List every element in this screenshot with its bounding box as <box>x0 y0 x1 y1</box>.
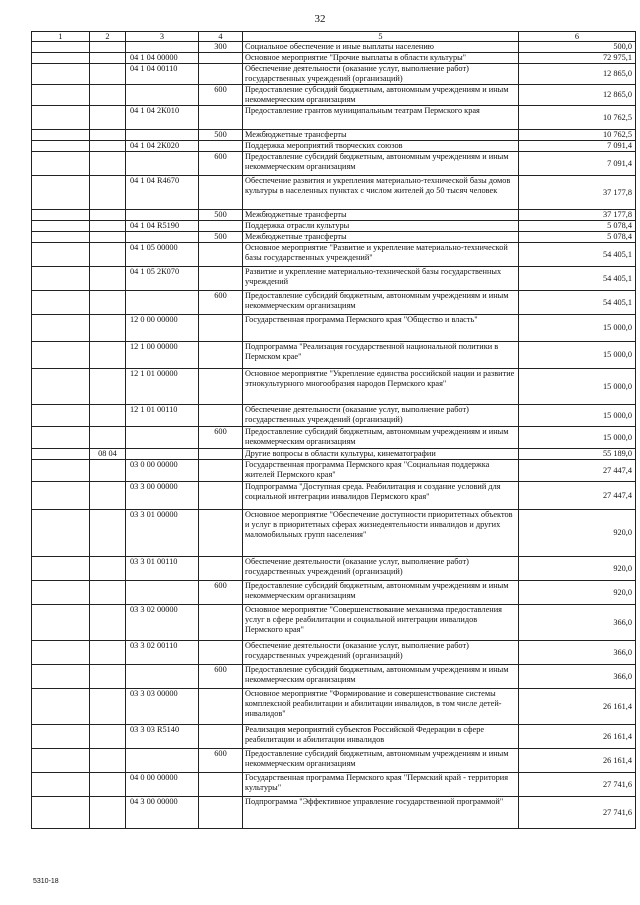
budget-table-container <box>31 31 635 829</box>
cell-amount: 26 161,4 <box>519 725 636 749</box>
page-number: 32 <box>314 13 326 25</box>
cell-section-code <box>90 315 126 342</box>
cell-expense-type <box>199 449 243 460</box>
cell-description: Подпрограмма "Доступная среда. Реабилитация и создание условий для социальной интеграции инвалидов Пермского края" <box>243 482 519 510</box>
cell-description: Поддержка мероприятий творческих союзов <box>243 141 519 152</box>
cell-target-code: 12 0 00 00000 <box>126 315 199 342</box>
cell-amount: 5 078,4 <box>519 221 636 232</box>
cell-expense-type: 500 <box>199 210 243 221</box>
cell-target-code: 03 0 00 00000 <box>126 460 199 482</box>
cell-amount: 54 405,1 <box>519 243 636 267</box>
cell-amount: 26 161,4 <box>519 689 636 725</box>
cell-expense-type <box>199 176 243 210</box>
cell-section-code <box>90 725 126 749</box>
table-row <box>32 449 636 460</box>
cell-col-1 <box>32 369 90 405</box>
table-row <box>32 665 636 689</box>
table-body <box>32 42 636 829</box>
cell-target-code: 04 1 05 2К070 <box>126 267 199 291</box>
cell-section-code <box>90 85 126 106</box>
cell-description: Обеспечение деятельности (оказание услуг, выполнение работ) государственных учреждений (организаций) <box>243 641 519 665</box>
cell-target-code: 03 3 01 00110 <box>126 557 199 581</box>
cell-col-1 <box>32 342 90 369</box>
cell-amount: 15 000,0 <box>519 369 636 405</box>
cell-expense-type: 600 <box>199 291 243 315</box>
cell-description: Подпрограмма "Реализация государственной национальной политики в Пермском крае" <box>243 342 519 369</box>
cell-amount: 12 865,0 <box>519 64 636 85</box>
cell-expense-type: 500 <box>199 130 243 141</box>
cell-target-code <box>126 449 199 460</box>
table-row <box>32 106 636 130</box>
cell-section-code <box>90 482 126 510</box>
cell-target-code: 04 1 04 00110 <box>126 64 199 85</box>
cell-col-1 <box>32 85 90 106</box>
cell-col-1 <box>32 510 90 557</box>
cell-expense-type: 600 <box>199 152 243 176</box>
cell-description: Основное мероприятие "Прочие выплаты в области культуры" <box>243 53 519 64</box>
cell-amount: 37 177,8 <box>519 176 636 210</box>
footer-code: 5310-18 <box>33 878 59 885</box>
table-row <box>32 689 636 725</box>
cell-target-code: 12 1 01 00110 <box>126 405 199 427</box>
cell-description: Государственная программа Пермского края "Социальная поддержка жителей Пермского края" <box>243 460 519 482</box>
cell-amount: 920,0 <box>519 510 636 557</box>
cell-section-code <box>90 641 126 665</box>
cell-col-1 <box>32 689 90 725</box>
cell-amount: 26 161,4 <box>519 749 636 773</box>
cell-target-code <box>126 85 199 106</box>
cell-description: Предоставление субсидий бюджетным, автономным учреждениям и иным некоммерческим организациям <box>243 85 519 106</box>
cell-section-code <box>90 130 126 141</box>
table-row <box>32 210 636 221</box>
cell-section-code <box>90 243 126 267</box>
header-col-2: 2 <box>90 32 126 42</box>
cell-description: Предоставление субсидий бюджетным, автономным учреждениям и иным некоммерческим организациям <box>243 665 519 689</box>
cell-amount: 15 000,0 <box>519 427 636 449</box>
cell-section-code <box>90 369 126 405</box>
table-row <box>32 291 636 315</box>
table-row <box>32 797 636 829</box>
cell-amount: 15 000,0 <box>519 342 636 369</box>
cell-description: Предоставление субсидий бюджетным, автономным учреждениям и иным некоммерческим организациям <box>243 581 519 605</box>
header-col-6: 6 <box>519 32 636 42</box>
table-row <box>32 460 636 482</box>
cell-description: Предоставление субсидий бюджетным, автономным учреждениям и иным некоммерческим организациям <box>243 749 519 773</box>
table-row <box>32 342 636 369</box>
cell-expense-type: 600 <box>199 427 243 449</box>
cell-expense-type: 600 <box>199 749 243 773</box>
cell-col-1 <box>32 221 90 232</box>
table-row <box>32 557 636 581</box>
cell-col-1 <box>32 482 90 510</box>
cell-col-1 <box>32 243 90 267</box>
cell-expense-type: 600 <box>199 85 243 106</box>
cell-description: Обеспечение деятельности (оказание услуг, выполнение работ) государственных учреждений (организаций) <box>243 405 519 427</box>
cell-amount: 920,0 <box>519 557 636 581</box>
table-row <box>32 641 636 665</box>
cell-col-1 <box>32 725 90 749</box>
cell-amount: 72 975,1 <box>519 53 636 64</box>
cell-target-code: 03 3 02 00000 <box>126 605 199 641</box>
cell-amount: 27 447,4 <box>519 482 636 510</box>
cell-section-code <box>90 749 126 773</box>
cell-expense-type <box>199 405 243 427</box>
cell-amount: 920,0 <box>519 581 636 605</box>
cell-expense-type <box>199 689 243 725</box>
cell-expense-type <box>199 557 243 581</box>
cell-col-1 <box>32 232 90 243</box>
cell-description: Основное мероприятие "Обеспечение доступности приоритетных объектов и услуг в приоритетных сферах жизнедеятельности инвалидов и других маломобильных групп населения" <box>243 510 519 557</box>
cell-col-1 <box>32 557 90 581</box>
table-row <box>32 85 636 106</box>
table-row <box>32 427 636 449</box>
cell-target-code: 04 0 00 00000 <box>126 773 199 797</box>
cell-amount: 10 762,5 <box>519 106 636 130</box>
cell-description: Межбюджетные трансферты <box>243 232 519 243</box>
cell-description: Предоставление субсидий бюджетным, автономным учреждениям и иным некоммерческим организациям <box>243 427 519 449</box>
cell-section-code <box>90 221 126 232</box>
cell-amount: 10 762,5 <box>519 130 636 141</box>
cell-section-code <box>90 267 126 291</box>
table-row <box>32 42 636 53</box>
header-col-1: 1 <box>32 32 90 42</box>
cell-expense-type: 600 <box>199 581 243 605</box>
cell-target-code <box>126 427 199 449</box>
table-row <box>32 221 636 232</box>
cell-expense-type <box>199 369 243 405</box>
cell-section-code <box>90 106 126 130</box>
cell-amount: 55 189,0 <box>519 449 636 460</box>
cell-target-code: 04 1 04 R4670 <box>126 176 199 210</box>
cell-amount: 500,0 <box>519 42 636 53</box>
cell-section-code <box>90 797 126 829</box>
cell-section-code <box>90 42 126 53</box>
cell-description: Предоставление субсидий бюджетным, автономным учреждениям и иным некоммерческим организациям <box>243 152 519 176</box>
cell-description: Основное мероприятие "Совершенствование механизма предоставления услуг в сфере реабилитации и социальной интеграции инвалидов Пермского края" <box>243 605 519 641</box>
cell-col-1 <box>32 53 90 64</box>
cell-col-1 <box>32 797 90 829</box>
table-row <box>32 130 636 141</box>
cell-section-code <box>90 210 126 221</box>
cell-col-1 <box>32 315 90 342</box>
cell-col-1 <box>32 460 90 482</box>
cell-expense-type <box>199 141 243 152</box>
cell-col-1 <box>32 605 90 641</box>
cell-description: Реализация мероприятий субъектов Российской Федерации в сфере реабилитации и абилитации инвалидов <box>243 725 519 749</box>
table-row <box>32 482 636 510</box>
cell-description: Обеспечение развития и укрепления материально-технической базы домов культуры в населенных пунктах с числом жителей до 50 тысяч человек <box>243 176 519 210</box>
table-row <box>32 725 636 749</box>
budget-table <box>31 31 636 829</box>
cell-description: Предоставление субсидий бюджетным, автономным учреждениям и иным некоммерческим организациям <box>243 291 519 315</box>
cell-expense-type <box>199 221 243 232</box>
cell-col-1 <box>32 210 90 221</box>
cell-section-code <box>90 64 126 85</box>
cell-description: Межбюджетные трансферты <box>243 130 519 141</box>
cell-col-1 <box>32 267 90 291</box>
cell-section-code <box>90 460 126 482</box>
table-header-row <box>32 32 636 42</box>
cell-amount: 54 405,1 <box>519 267 636 291</box>
cell-description: Основное мероприятие "Развитие и укрепление материально-технической базы государственных учреждений" <box>243 243 519 267</box>
table-row <box>32 749 636 773</box>
cell-target-code <box>126 210 199 221</box>
cell-section-code <box>90 605 126 641</box>
cell-col-1 <box>32 665 90 689</box>
table-row <box>32 64 636 85</box>
cell-target-code: 03 3 02 00110 <box>126 641 199 665</box>
table-row <box>32 232 636 243</box>
cell-section-code <box>90 427 126 449</box>
table-row <box>32 152 636 176</box>
cell-amount: 27 447,4 <box>519 460 636 482</box>
cell-col-1 <box>32 449 90 460</box>
header-col-4: 4 <box>199 32 243 42</box>
cell-expense-type <box>199 482 243 510</box>
table-row <box>32 243 636 267</box>
cell-amount: 366,0 <box>519 605 636 641</box>
cell-section-code <box>90 510 126 557</box>
cell-amount: 12 865,0 <box>519 85 636 106</box>
cell-expense-type: 600 <box>199 665 243 689</box>
cell-description: Поддержка отрасли культуры <box>243 221 519 232</box>
header-col-5: 5 <box>243 32 519 42</box>
cell-target-code: 03 3 01 00000 <box>126 510 199 557</box>
cell-amount: 54 405,1 <box>519 291 636 315</box>
cell-section-code <box>90 176 126 210</box>
cell-expense-type <box>199 510 243 557</box>
cell-expense-type <box>199 797 243 829</box>
cell-amount: 7 091,4 <box>519 152 636 176</box>
cell-col-1 <box>32 141 90 152</box>
table-row <box>32 405 636 427</box>
cell-section-code: 08 04 <box>90 449 126 460</box>
cell-col-1 <box>32 152 90 176</box>
cell-target-code: 04 3 00 00000 <box>126 797 199 829</box>
cell-target-code: 03 3 00 00000 <box>126 482 199 510</box>
table-row <box>32 176 636 210</box>
cell-amount: 37 177,8 <box>519 210 636 221</box>
cell-description: Обеспечение деятельности (оказание услуг, выполнение работ) государственных учреждений (организаций) <box>243 64 519 85</box>
table-row <box>32 369 636 405</box>
cell-target-code <box>126 665 199 689</box>
cell-description: Социальное обеспечение и иные выплаты населению <box>243 42 519 53</box>
cell-description: Государственная программа Пермского края "Общество и власть" <box>243 315 519 342</box>
cell-target-code <box>126 232 199 243</box>
cell-target-code: 04 1 04 R5190 <box>126 221 199 232</box>
cell-section-code <box>90 232 126 243</box>
cell-expense-type <box>199 106 243 130</box>
cell-description: Другие вопросы в области культуры, кинематографии <box>243 449 519 460</box>
cell-expense-type <box>199 53 243 64</box>
cell-description: Основное мероприятие "Укрепление единства российской нации и развитие этнокультурного многообразия народов Пермского края" <box>243 369 519 405</box>
cell-section-code <box>90 557 126 581</box>
cell-section-code <box>90 773 126 797</box>
cell-target-code <box>126 130 199 141</box>
cell-col-1 <box>32 42 90 53</box>
cell-target-code <box>126 581 199 605</box>
cell-target-code: 03 3 03 00000 <box>126 689 199 725</box>
cell-target-code <box>126 749 199 773</box>
table-row <box>32 315 636 342</box>
cell-target-code: 12 1 01 00000 <box>126 369 199 405</box>
cell-amount: 15 000,0 <box>519 315 636 342</box>
cell-col-1 <box>32 130 90 141</box>
cell-section-code <box>90 405 126 427</box>
table-row <box>32 510 636 557</box>
cell-col-1 <box>32 64 90 85</box>
cell-col-1 <box>32 405 90 427</box>
cell-col-1 <box>32 773 90 797</box>
cell-expense-type: 300 <box>199 42 243 53</box>
cell-col-1 <box>32 291 90 315</box>
table-row <box>32 773 636 797</box>
cell-col-1 <box>32 641 90 665</box>
cell-col-1 <box>32 176 90 210</box>
cell-expense-type <box>199 605 243 641</box>
cell-target-code <box>126 291 199 315</box>
cell-target-code: 12 1 00 00000 <box>126 342 199 369</box>
cell-expense-type <box>199 64 243 85</box>
cell-description: Основное мероприятие "Формирование и совершенствование системы комплексной реабилитации и абилитации инвалидов, в том числе детей-инвалидов" <box>243 689 519 725</box>
cell-amount: 366,0 <box>519 641 636 665</box>
cell-description: Межбюджетные трансферты <box>243 210 519 221</box>
cell-col-1 <box>32 427 90 449</box>
cell-target-code: 04 1 04 2К020 <box>126 141 199 152</box>
cell-section-code <box>90 665 126 689</box>
table-row <box>32 141 636 152</box>
cell-expense-type <box>199 460 243 482</box>
cell-section-code <box>90 342 126 369</box>
cell-col-1 <box>32 749 90 773</box>
cell-expense-type <box>199 773 243 797</box>
header-col-3: 3 <box>126 32 199 42</box>
cell-expense-type <box>199 315 243 342</box>
cell-expense-type <box>199 243 243 267</box>
cell-expense-type <box>199 267 243 291</box>
cell-amount: 366,0 <box>519 665 636 689</box>
cell-description: Государственная программа Пермского края "Пермский край - территория культуры" <box>243 773 519 797</box>
cell-target-code: 04 1 05 00000 <box>126 243 199 267</box>
cell-expense-type <box>199 641 243 665</box>
cell-target-code <box>126 42 199 53</box>
cell-section-code <box>90 53 126 64</box>
cell-amount: 15 000,0 <box>519 405 636 427</box>
cell-section-code <box>90 152 126 176</box>
table-row <box>32 53 636 64</box>
cell-expense-type <box>199 725 243 749</box>
cell-section-code <box>90 581 126 605</box>
cell-section-code <box>90 291 126 315</box>
cell-description: Развитие и укрепление материально-технической базы государственных учреждений <box>243 267 519 291</box>
table-row <box>32 267 636 291</box>
cell-expense-type <box>199 342 243 369</box>
cell-amount: 5 078,4 <box>519 232 636 243</box>
cell-target-code: 04 1 04 00000 <box>126 53 199 64</box>
cell-description: Обеспечение деятельности (оказание услуг, выполнение работ) государственных учреждений (организаций) <box>243 557 519 581</box>
cell-col-1 <box>32 106 90 130</box>
cell-description: Предоставление грантов муниципальным театрам Пермского края <box>243 106 519 130</box>
cell-amount: 27 741,6 <box>519 773 636 797</box>
cell-col-1 <box>32 581 90 605</box>
table-row <box>32 605 636 641</box>
cell-description: Подпрограмма "Эффективное управление государственной программой" <box>243 797 519 829</box>
table-row <box>32 581 636 605</box>
cell-amount: 7 091,4 <box>519 141 636 152</box>
cell-amount: 27 741,6 <box>519 797 636 829</box>
cell-target-code: 03 3 03 R5140 <box>126 725 199 749</box>
cell-target-code <box>126 152 199 176</box>
cell-section-code <box>90 689 126 725</box>
cell-expense-type: 500 <box>199 232 243 243</box>
cell-target-code: 04 1 04 2К010 <box>126 106 199 130</box>
cell-section-code <box>90 141 126 152</box>
